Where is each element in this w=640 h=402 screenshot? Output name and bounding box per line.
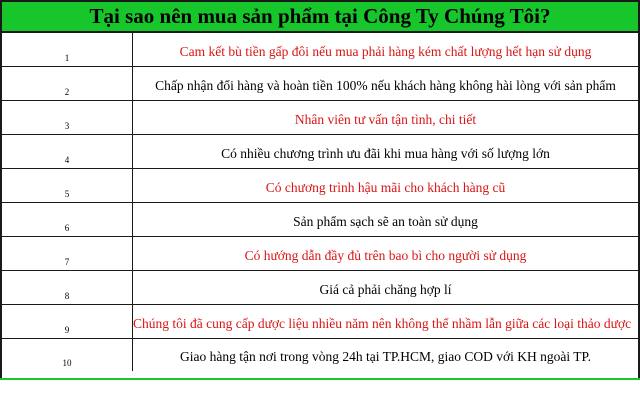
row-text: Sản phẩm sạch sẽ an toàn sử dụng (293, 213, 478, 229)
table-row (2, 135, 638, 169)
row-text: Giá cả phải chăng hợp lí (319, 281, 452, 297)
row-text: Có chương trình hậu mãi cho khách hàng cũ (265, 179, 506, 195)
table-row (2, 237, 638, 271)
table-row (2, 33, 638, 67)
row-text: Nhân viên tư vấn tận tình, chi tiết (294, 111, 477, 127)
row-number: 9 (2, 305, 133, 338)
row-text: Có nhiều chương trình ưu đãi khi mua hàng với số lượng lớn (221, 145, 550, 161)
table-body (2, 33, 638, 371)
table-row (2, 203, 638, 237)
row-text: Cam kết bù tiền gấp đôi nếu mua phải hàng kém chất lượng hết hạn sử dụng (179, 43, 592, 59)
row-text: Chúng tôi đã cung cấp dược liệu nhiều năm nên không thể nhầm lẫn giữa các loại thảo dược (133, 315, 632, 331)
row-number: 8 (2, 271, 133, 304)
table-row (2, 101, 638, 135)
table-title: Tại sao nên mua sản phẩm tại Công Ty Chúng Tôi? (2, 2, 638, 33)
row-text: Giao hàng tận nơi trong vòng 24h tại TP.HCM, giao COD với KH ngoài TP. (180, 349, 591, 364)
table-row (2, 305, 638, 339)
row-number: 2 (2, 67, 133, 100)
table-row (2, 339, 638, 371)
row-number: 6 (2, 203, 133, 236)
table-row (2, 169, 638, 203)
row-number: 5 (2, 169, 133, 202)
row-number: 3 (2, 101, 133, 134)
row-text: Có hướng dẫn đầy đủ trên bao bì cho người sử dụng (244, 247, 527, 263)
row-number: 1 (2, 33, 133, 66)
table-row (2, 67, 638, 101)
bottom-divider (0, 378, 640, 380)
row-number: 4 (2, 135, 133, 168)
row-number: 10 (2, 339, 133, 371)
table-row (2, 271, 638, 305)
row-text: Chấp nhận đổi hàng và hoàn tiền 100% nếu khách hàng không hài lòng với sản phẩm (155, 77, 616, 93)
row-number: 7 (2, 237, 133, 270)
